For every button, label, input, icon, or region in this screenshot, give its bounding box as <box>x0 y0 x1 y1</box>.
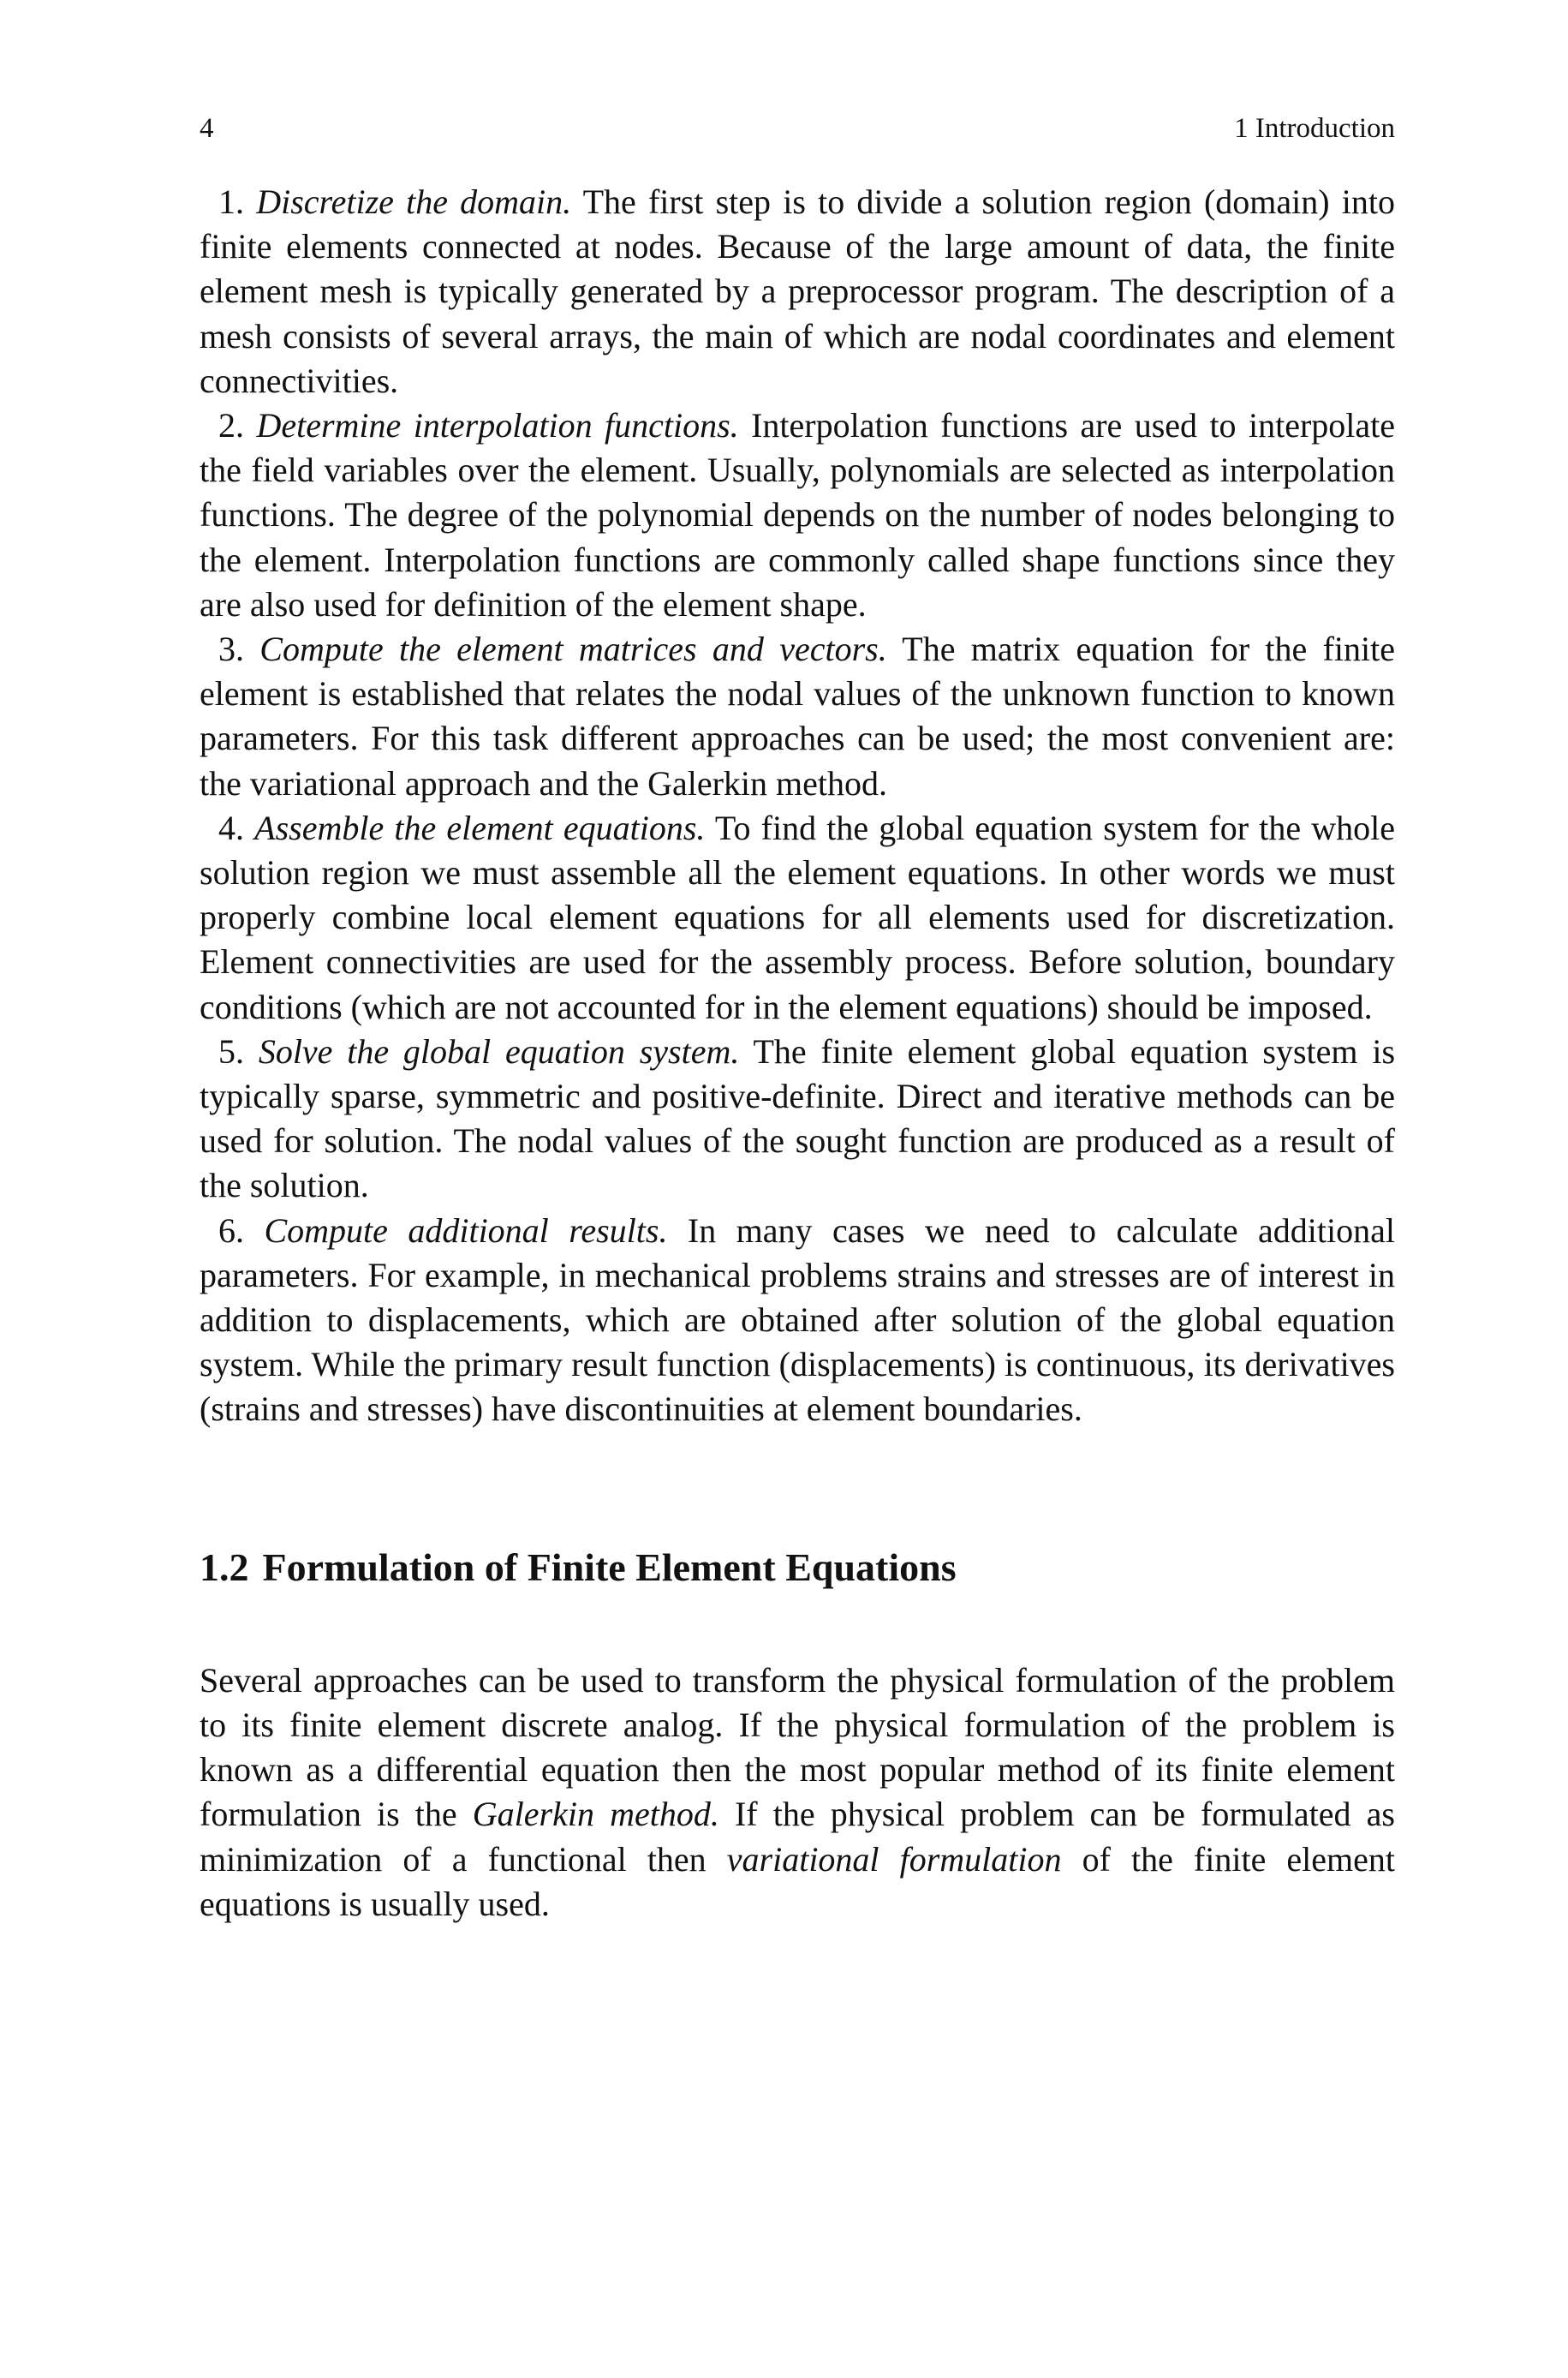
step-text: In many cases we need to calculate additional parameters. For example, in mechanical problems strains and stresses are of interest in addition to displacements, which are obtained after solution of the global equation system. While the primary result function (displacements) is continuous, its derivatives (strains and stresses) have discontinuities at element boundaries. <box>200 1210 1395 1429</box>
step-text: To find the global equation system for the whole solution region we must assemble all the element equations. In other words we must properly combine local element equations for all elements used for discretization. Element connectivities are used for the assembly process. Before solution, boundary conditions (which are not accounted for in the element equations) should be imposed. <box>200 808 1396 1026</box>
step-title: Discretize the domain. <box>256 182 572 221</box>
section-heading <box>200 1544 1395 1592</box>
intro-text-1: Several approaches can be used to transform the physical formulation of the problem to its finite element discrete analog. If the physical formulation of the problem is known as a differential equation then the most popular method of its finite element formulation is the <box>200 1660 1395 1834</box>
step-text: The finite element global equation system is typically sparse, symmetric and positive-definite. Direct and iterative methods can be used for solution. The nodal values of the sought function are produced as a result of the solution. <box>200 1031 1396 1205</box>
chapter-title: 1 Introduction <box>1234 113 1395 144</box>
book-page <box>200 111 1395 1927</box>
running-head <box>200 111 1395 146</box>
step-text: The matrix equation for the finite element is established that relates the nodal values of the unknown function to known parameters. For this task different approaches can be used; the most convenient are: the variational approach and the Galerkin method. <box>200 630 1396 803</box>
step-1 <box>200 180 1395 403</box>
step-number: 5. <box>218 1031 244 1071</box>
step-4 <box>200 806 1395 1030</box>
section-intro-paragraph <box>200 1658 1395 1927</box>
intro-emphasis-galerkin: Galerkin method. <box>472 1795 719 1834</box>
step-text: Interpolation functions are used to interpolate the field variables over the element. Usually, polynomials are selected as interpolation functions. The degree of the polynomial depends on the number of nodes belonging to the element. Interpolation functions are commonly called shape functions since they are also used for definition of the element shape. <box>200 406 1396 624</box>
step-text: The first step is to divide a solution region (domain) into finite elements connected at nodes. Because of the large amount of data, the finite element mesh is typically generated by a preprocessor program. The description of a mesh consists of several arrays, the main of which are nodal coordinates and element connectivities. <box>200 182 1395 400</box>
page-number: 4 <box>200 113 214 144</box>
step-number: 3. <box>218 630 244 669</box>
step-2 <box>200 403 1395 627</box>
step-number: 1. <box>218 182 244 221</box>
intro-text-3: of the finite element equations is usually used. <box>200 1839 1396 1923</box>
step-title: Compute additional results. <box>264 1210 668 1250</box>
intro-text-2: If the physical problem can be formulated as minimization of a functional then <box>200 1795 1395 1879</box>
step-number: 6. <box>218 1210 244 1250</box>
step-3 <box>200 627 1395 806</box>
step-title: Compute the element matrices and vectors. <box>259 630 887 669</box>
step-5 <box>200 1030 1395 1209</box>
step-title: Assemble the element equations. <box>254 808 706 847</box>
section-title: Formulation of Finite Element Equations <box>262 1545 957 1589</box>
section-number: 1.2 <box>200 1545 249 1589</box>
step-title: Solve the global equation system. <box>258 1031 740 1071</box>
step-6 <box>200 1209 1395 1432</box>
step-title: Determine interpolation functions. <box>256 406 739 445</box>
intro-emphasis-variational: variational formulation <box>726 1839 1062 1879</box>
step-number: 2. <box>218 406 244 445</box>
steps-list <box>200 180 1395 1432</box>
step-number: 4. <box>218 808 244 847</box>
